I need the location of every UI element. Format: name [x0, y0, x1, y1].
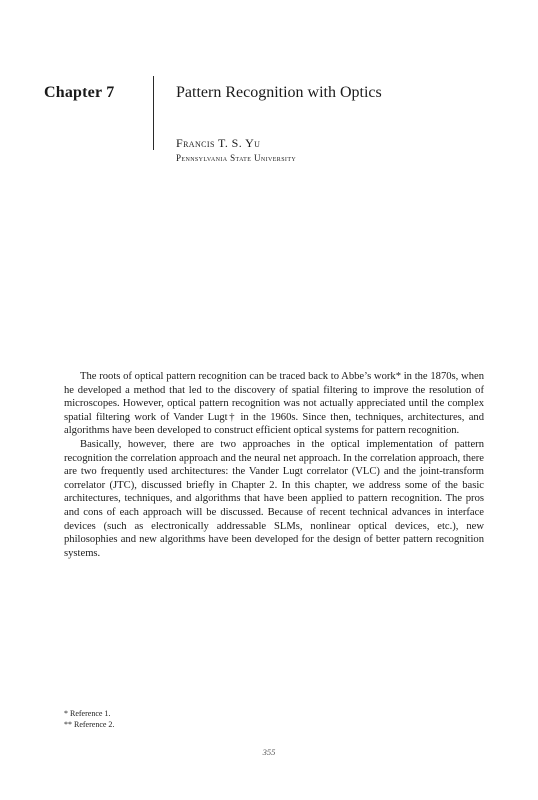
paragraph: Basically, however, there are two approaches in the optical implementation of pattern recognition the correlation approach and the neural net approach. In the correlation approach, there are two frequently used architectures: the Vander Lugt correlator (VLC) and the joint-transform correlator (JTC), discussed briefly in Chapter 2. In this chapter, we address some of the basic architectures, techniques, and algorithms that have been applied to pattern recognition. The pros and cons of each approach will be discussed. Because of recent technical advances in interface devices (such as electronically addressable SLMs, nonlinear optical devices, etc.), new philosophies and new algorithms have been developed for the design of better pattern recognition systems.	[64, 438, 484, 559]
page-number: 355	[262, 747, 276, 757]
vertical-divider	[153, 76, 154, 150]
footnote: ** Reference 2.	[64, 720, 115, 729]
paragraph: The roots of optical pattern recognition can be traced back to Abbe’s work* in the 1870s, when he developed a method that led to the discovery of spatial filtering to improve the resolution of microscopes. However, optical pattern recognition was not actually appreciated until the complex spatial filtering work of Vander Lugt† in the 1960s. Since then, techniques, architectures, and algorithms have been developed to construct efficient optical systems for pattern recognition.	[64, 371, 484, 437]
chapter-body	[64, 370, 484, 560]
chapter-title: Pattern Recognition with Optics	[176, 84, 382, 101]
author-affiliation: Pennsylvania State University	[176, 153, 297, 163]
footnote: * Reference 1.	[64, 709, 111, 718]
chapter-number: Chapter 7	[44, 84, 115, 101]
author-name: Francis T. S. Yu	[176, 136, 261, 150]
footnotes	[64, 708, 364, 730]
